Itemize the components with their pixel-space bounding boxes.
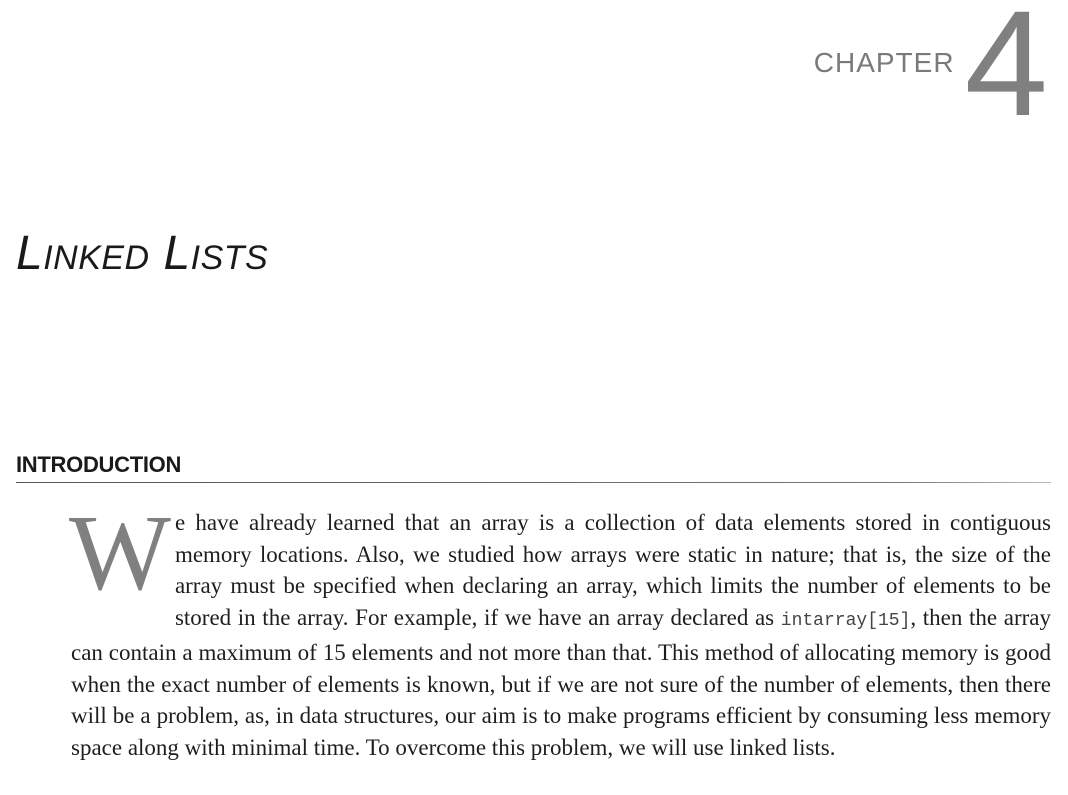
code-snippet: intarray[15] (780, 610, 911, 631)
chapter-title: Linked Lists (16, 227, 269, 280)
paragraph-text-part-2: , then the array can contain a maximum of 15 elements and not more than that. This method of allocating memory is good when the exact number of elements is known, but if we are not sure of the number of elements, then there will be a problem, as, in data structures, our aim is to make programs efficient by consuming less memory space along with minimal time. To overcome this problem, we will use linked lists. (71, 604, 1051, 760)
chapter-number: 4 (964, 0, 1048, 147)
section-heading: INTRODUCTION (16, 452, 182, 477)
drop-cap: W (69, 494, 171, 613)
chapter-label: CHAPTER (813, 47, 955, 78)
section-divider (16, 482, 1051, 483)
paragraph-text-part-1: e have already learned that an array is a collection of data elements stored in contiguous memory locations. Also, we studied how arrays were static in nature; that is, the size of the array must be specified when declaring an array, which limits the number of elements to be stored in the array. For example, if we have an array declared as (174, 510, 1051, 630)
intro-paragraph (69, 494, 1051, 763)
chapter-header (813, 0, 1048, 147)
